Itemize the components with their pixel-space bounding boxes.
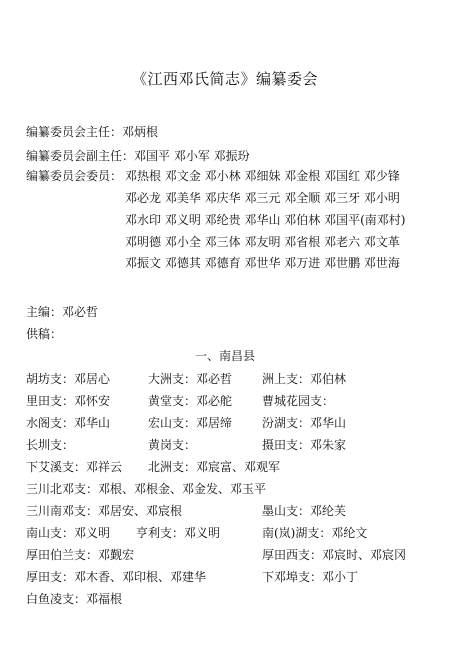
page-title: 《江西邓氏简志》编纂委会: [131, 70, 318, 88]
branch-entry: 厚田西支：邓宸时、邓宸冈: [262, 548, 407, 562]
branch-entry: 南山支：邓义明: [26, 526, 111, 540]
branch-entry: 亨利支：邓义明: [136, 526, 221, 540]
chair-line: [26, 126, 158, 138]
branch-entry: 墨山支：邓纶芙: [262, 504, 347, 518]
members-row: 邓水印 邓义明 邓纶贵 邓华山 邓伯林 邓国平(南邓村): [125, 213, 406, 227]
branch-entry: 曹城花园支：: [262, 394, 335, 408]
chair-label: 编纂委员会主任：: [26, 125, 123, 139]
branch-entry: 下艾溪支：邓祥云: [26, 460, 123, 474]
editor-label: 主编：: [26, 305, 63, 319]
members-row: 邓振文 邓德其 邓德育 邓世华 邓万进 邓世鹏 邓世海: [125, 256, 400, 270]
members-row: 邓明德 邓小全 邓三体 邓友明 邓省根 邓老六 邓文革: [125, 235, 400, 249]
branch-entry: 厚田支：邓木香、邓印根、邓建华: [26, 570, 207, 584]
editor-line: [26, 306, 98, 318]
branch-entry: 胡坊支：邓居心: [26, 372, 111, 386]
branch-entry: 宏山支：邓居缔: [148, 416, 233, 430]
branch-entry: 黄堂支：邓必舵: [148, 394, 233, 408]
members-row: 邓必龙 邓美华 邓庆华 邓三元 邓全顺 邓三牙 邓小明: [125, 191, 400, 205]
branch-entry: 白鱼凌支：邓福根: [26, 592, 123, 606]
editor-name: 邓必哲: [62, 305, 99, 319]
branch-entry: 摄田支：邓朱家: [262, 438, 347, 452]
branch-entry: 三川北邓支：邓根、邓根金、邓金发、邓玉平: [26, 482, 267, 496]
branch-entry: 长圳支：: [26, 438, 75, 452]
chair-name: 邓炳根: [122, 125, 159, 139]
members-label: 编纂委员会委员：: [26, 169, 123, 183]
branch-entry: 里田支：邓怀安: [26, 394, 111, 408]
branch-entry: 大洲支：邓必哲: [148, 372, 233, 386]
vice-chair-line: [26, 150, 250, 162]
members-row: 邓热根 邓文金 邓小林 邓细妹 邓金根 邓国红 邓少锋: [125, 169, 400, 183]
branch-entry: 洲上支：邓伯林: [262, 372, 347, 386]
branch-entry: 南(岚)湖支：邓纶文: [262, 526, 368, 540]
branch-entry: 下邓埠支：邓小丁: [262, 570, 359, 584]
branch-entry: 水阁支：邓华山: [26, 416, 111, 430]
vice-chair-names: 邓国平 邓小军 邓振玢: [134, 149, 250, 163]
branch-entry: 黄岗支：: [148, 438, 197, 452]
branch-entry: 厚田伯兰支：邓觐宏: [26, 548, 135, 562]
supply-label: 供稿：: [26, 327, 63, 341]
branch-entry: 汾湖支：邓华山: [262, 416, 347, 430]
section-heading: 一、南昌县: [194, 349, 255, 363]
vice-chair-label: 编纂委员会副主任：: [26, 149, 135, 163]
branch-entry: 北洲支：邓宸富、邓观军: [148, 460, 281, 474]
branch-entry: 三川南邓支：邓居安、邓宸根: [26, 504, 183, 518]
